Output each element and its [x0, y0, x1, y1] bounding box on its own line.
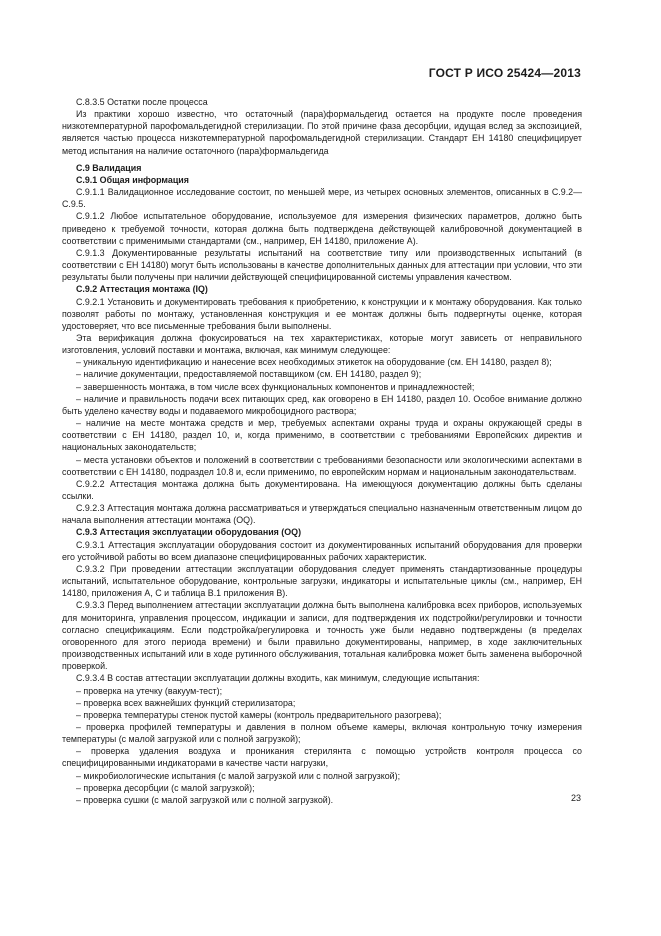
section-heading: С.9.1 Общая информация [76, 174, 189, 185]
paragraph: – проверка профилей температуры и давления в полном объеме камеры, включая контрольную точку измерения температуры (с малой загрузкой или с полной загрузкой); [62, 721, 582, 745]
paragraph: С.9.1.1 Валидационное исследование состоит, по меньшей мере, из четырех основных элементов, описанных в С.9.2—С.9.5. [62, 187, 582, 210]
paragraph: С.9.1.2 Любое испытательное оборудование, используемое для измерения физических параметров, должно быть приведено к требуемой точности, которая должна быть подтверждена действующей калибровочной документацией в соответствии с применимыми стандартами (см., например, ЕН 14180, приложение А). [62, 211, 582, 246]
paragraph: – проверка температуры стенок пустой камеры (контроль предварительного разогрева); [76, 709, 442, 720]
section-heading: С.9.2 Аттестация монтажа (IQ) [76, 284, 208, 295]
paragraph: С.9.3.4 В состав аттестации эксплуатации должны входить, как минимум, следующие испытания: [76, 673, 480, 684]
paragraph: С.8.3.5 Остатки после процесса [76, 97, 208, 107]
paragraph: С.9.3.3 Перед выполнением аттестации эксплуатации должна быть выполнена калибровка всех приборов, используемых для мониторинга, управления процессом, индикации и записи, для подтверждения их подстройки/регулировки и точности согласно спецификациям. Если подстройка/регулировка и точность уже были недавно подтверждены (в пределах оговоренного для этого периода времени) и были правильно документированы, например, в ходе заключительных производственных испытаний или в ходе рутинного обслуживания, тотальная калибровка может быть заменена выборочной проверкой. [62, 600, 582, 672]
page-number: 23 [570, 793, 581, 803]
paragraph: С.9.2.2 Аттестация монтажа должна быть документирована. На имеющуюся документацию должны быть сделаны ссылки. [62, 478, 582, 501]
paragraph: С.9.3.1 Аттестация эксплуатации оборудования состоит из документированных испытаний оборудования для проверки его устойчивой работы во всем диапазоне специфицированных рабочих характеристик. [62, 539, 582, 562]
paragraph: С.9.3.2 При проведении аттестации эксплуатации оборудования следует применять стандартизованные процедуры испытаний, испытательное оборудование, контрольные загрузки, индикаторы и испытательные циклы (см., например, ЕН 14180, приложения А, С и таблица В.1 приложения В). [62, 563, 582, 599]
paragraph: – наличие и правильность подачи всех питающих сред, как оговорено в ЕН 14180, раздел 10. Особое внимание должно быть уделено качеству воды и подаваемого микробоцидного раствора; [62, 393, 582, 416]
paragraph: – проверка десорбции (с малой загрузкой); [76, 782, 255, 793]
document-body [62, 96, 582, 806]
paragraph: Эта верификация должна фокусироваться на тех характеристиках, которые могут зависеть от неправильного изготовления, условий поставки и монтажа, включая, как минимум следующее: [62, 332, 582, 356]
paragraph: Из практики хорошо известно, что остаточный (пара)формальдегид остается на продукте после проведения низкотемпературной парофомальдегидной стерилизации. По этой причине фаза десорбции, идущая вслед за экспозицией, является частью процесса низкотемпературной парофомальдегидной стерилизации. Стандарт ЕН 14180 специфицирует метод испытания на наличие остаточного (пара)формальдегида [62, 109, 582, 156]
section-heading: С.9.3 Аттестация эксплуатации оборудования (OQ) [76, 527, 302, 538]
paragraph: – проверка сушки (с малой загрузкой или с полной загрузкой). [76, 794, 334, 805]
paragraph: – микробиологические испытания (с малой загрузкой или с полной загрузкой); [76, 770, 401, 781]
document-header: ГОСТ Р ИСО 25424—2013 [428, 66, 581, 80]
section-heading: С.9 Валидация [76, 162, 142, 173]
paragraph: – уникальную идентификацию и нанесение всех необходимых этикеток на оборудование (см. ЕН 14180, раздел 8); [76, 357, 552, 368]
paragraph: – завершенность монтажа, в том числе всех функциональных компонентов и принадлежностей; [76, 381, 475, 392]
paragraph: С.9.1.3 Документированные результаты испытаний на соответствие типу или производственных испытаний (в соответствии с ЕН 14180) могут быть использованы в качестве дополнительных данных для аттестации при условии, что эти результаты были получены при наличии действующей специфицированной системы управления качеством. [62, 247, 582, 283]
paragraph: – проверка удаления воздуха и проникания стерилянта с помощью устройств контроля процесса со специфицированными индикаторами в качестве части нагрузки, [62, 746, 582, 769]
paragraph: – места установки объектов и положений в соответствии с требованиями безопасности или экологическими аспектами в соответствии с ЕН 14180, подраздел 10.8 и, если применимо, по европейским нормам и национальным законодательствам. [62, 454, 582, 477]
paragraph: – проверка на утечку (вакуум-тест); [76, 685, 223, 696]
paragraph: С.9.2.1 Установить и документировать требования к приобретению, к конструкции и к монтажу оборудования. Как только позволят работы по монтажу, установленная конструкция и ее монтаж должны быть подвергнуты оценке, которая удостоверяет, что все письменные требования были выполнены. [62, 296, 582, 331]
paragraph: – наличие на месте монтажа средств и мер, требуемых аспектами охраны труда и охраны окружающей среды в соответствии с ЕН 14180, раздел 10, и, когда применимо, в соответствии с требованиями Европейских директив и национальных законодательств; [62, 418, 582, 453]
paragraph: – наличие документации, предоставляемой поставщиком (см. ЕН 14180, раздел 9); [76, 369, 422, 380]
paragraph: С.9.2.3 Аттестация монтажа должна рассматриваться и утверждаться специально назначенным ответственным лицом до начала выполнения аттестации монтажа (OQ). [62, 503, 582, 526]
paragraph: – проверка всех важнейших функций стерилизатора; [76, 697, 296, 708]
